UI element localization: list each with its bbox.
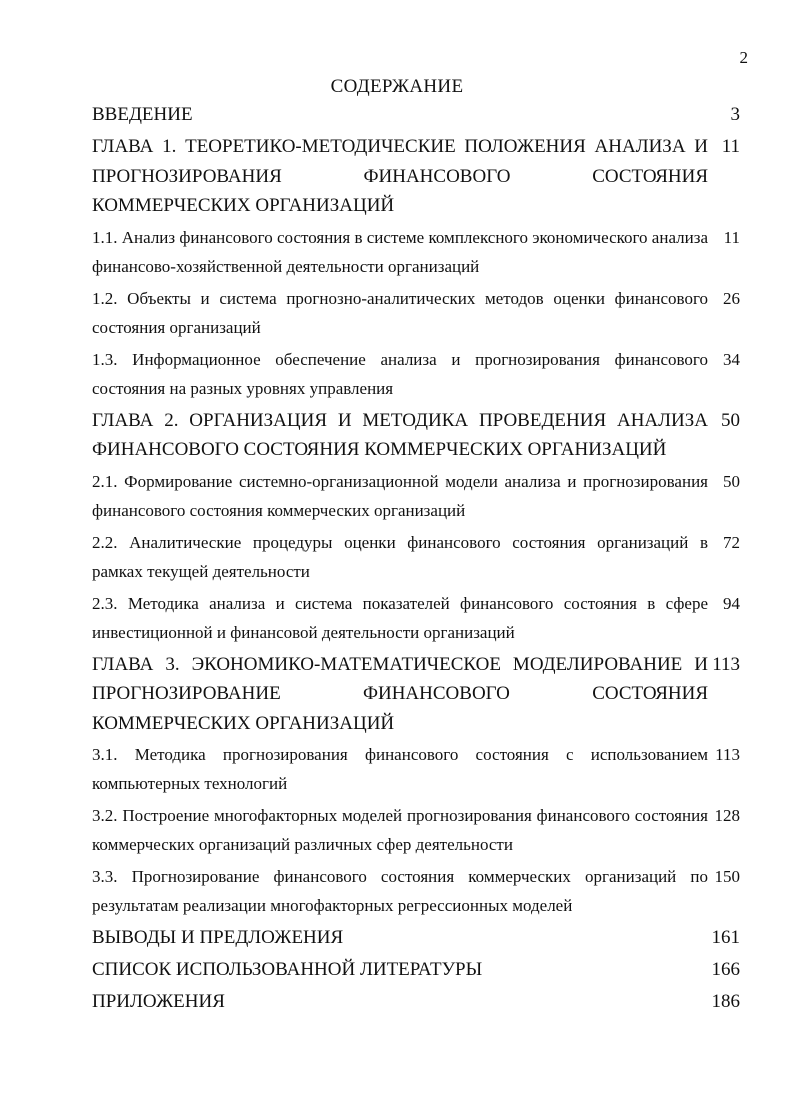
toc-entry-text: ВЫВОДЫ И ПРЕДЛОЖЕНИЯ: [92, 927, 344, 948]
toc-entry-text: ГЛАВА 3. ЭКОНОМИКО-МАТЕМАТИЧЕСКОЕ МОДЕЛИРОВАНИЕ И ПРОГНОЗИРОВАНИЕ ФИНАНСОВОГО СОСТОЯНИЯ КОММЕРЧЕСКИХ ОРГАНИЗАЦИЙ: [92, 653, 708, 734]
toc-entry-section-2-3[interactable]: [92, 589, 740, 647]
toc-entry-introduction[interactable]: [92, 100, 740, 129]
toc-entry-page: 113: [715, 745, 740, 764]
toc-entry-chapter-2[interactable]: [92, 406, 740, 465]
toc-entry-page: 50: [721, 409, 740, 431]
toc-entry-text: 1.1. Анализ финансового состояния в системе комплексного экономического анализа финансово-хозяйственной деятельности организаций: [92, 227, 708, 276]
toc-entry-text: ПРИЛОЖЕНИЯ: [92, 991, 225, 1012]
toc-entry-page: 128: [714, 806, 740, 825]
toc-entry-page: 186: [711, 991, 740, 1012]
toc-entry-text: 1.2. Объекты и система прогнозно-аналитических методов оценки финансового состояния организаций: [92, 288, 708, 337]
page-number: 2: [739, 48, 748, 67]
toc-entry-section-2-1[interactable]: [92, 467, 740, 525]
toc-entry-text: 2.2. Аналитические процедуры оценки финансового состояния организаций в рамках текущей деятельности: [92, 532, 708, 581]
toc-entry-section-1-3[interactable]: [92, 345, 740, 403]
toc-entry-text: 2.3. Методика анализа и система показателей финансового состояния в сфере инвестиционной и финансовой деятельности организаций: [92, 593, 708, 642]
toc-entry-text: ВВЕДЕНИЕ: [92, 104, 193, 125]
toc-entry-text: 3.2. Построение многофакторных моделей прогнозирования финансового состояния коммерческих организаций различных сфер деятельности: [92, 806, 708, 854]
toc-entry-text: 2.1. Формирование системно-организационной модели анализа и прогнозирования финансового состояния коммерческих организаций: [92, 471, 708, 520]
toc-entry-page: 161: [711, 927, 740, 948]
toc-entry-page: 11: [721, 136, 740, 157]
toc-entry-chapter-1[interactable]: [92, 132, 740, 221]
toc-entry-references[interactable]: [92, 955, 740, 984]
toc-entry-text: СПИСОК ИСПОЛЬЗОВАННОЙ ЛИТЕРАТУРЫ: [92, 959, 483, 980]
table-of-contents: [92, 100, 740, 1019]
toc-entry-appendices[interactable]: [92, 987, 740, 1016]
toc-entry-section-3-3[interactable]: [92, 862, 740, 920]
page-title: СОДЕРЖАНИЕ: [330, 76, 464, 97]
toc-entry-section-1-2[interactable]: [92, 284, 740, 342]
toc-entry-text: ГЛАВА 2. ОРГАНИЗАЦИЯ И МЕТОДИКА ПРОВЕДЕНИЯ АНАЛИЗА ФИНАНСОВОГО СОСТОЯНИЯ КОММЕРЧЕСКИХ ОРГАНИЗАЦИЙ: [92, 409, 708, 460]
toc-entry-page: 113: [712, 653, 740, 675]
toc-entry-text: 3.3. Прогнозирование финансового состояния коммерческих организаций по результатам реализации многофакторных регрессионных моделей: [92, 867, 708, 915]
toc-entry-section-3-1[interactable]: [92, 740, 740, 798]
toc-entry-page: 50: [723, 471, 740, 491]
toc-entry-text: 3.1. Методика прогнозирования финансового состояния с использованием компьютерных технологий: [92, 745, 708, 793]
toc-entry-section-1-1[interactable]: [92, 223, 740, 281]
toc-entry-chapter-3[interactable]: [92, 650, 740, 739]
toc-entry-page: 3: [730, 104, 740, 125]
toc-entry-text: 1.3. Информационное обеспечение анализа и прогнозирования финансового состояния на разных уровнях управления: [92, 349, 708, 398]
toc-entry-page: 26: [723, 288, 740, 308]
toc-entry-section-3-2[interactable]: [92, 801, 740, 859]
toc-entry-page: 11: [723, 227, 740, 247]
toc-entry-page: 72: [723, 532, 740, 552]
toc-entry-page: 94: [723, 593, 740, 613]
toc-entry-section-2-2[interactable]: [92, 528, 740, 586]
toc-entry-conclusions[interactable]: [92, 923, 740, 952]
toc-entry-page: 34: [723, 349, 740, 369]
toc-entry-text: ГЛАВА 1. ТЕОРЕТИКО-МЕТОДИЧЕСКИЕ ПОЛОЖЕНИЯ АНАЛИЗА И ПРОГНОЗИРОВАНИЯ ФИНАНСОВОГО СОСТОЯНИЯ КОММЕРЧЕСКИХ ОРГАНИЗАЦИЙ: [92, 136, 708, 216]
toc-entry-page: 166: [711, 959, 740, 980]
toc-entry-page: 150: [714, 867, 740, 886]
